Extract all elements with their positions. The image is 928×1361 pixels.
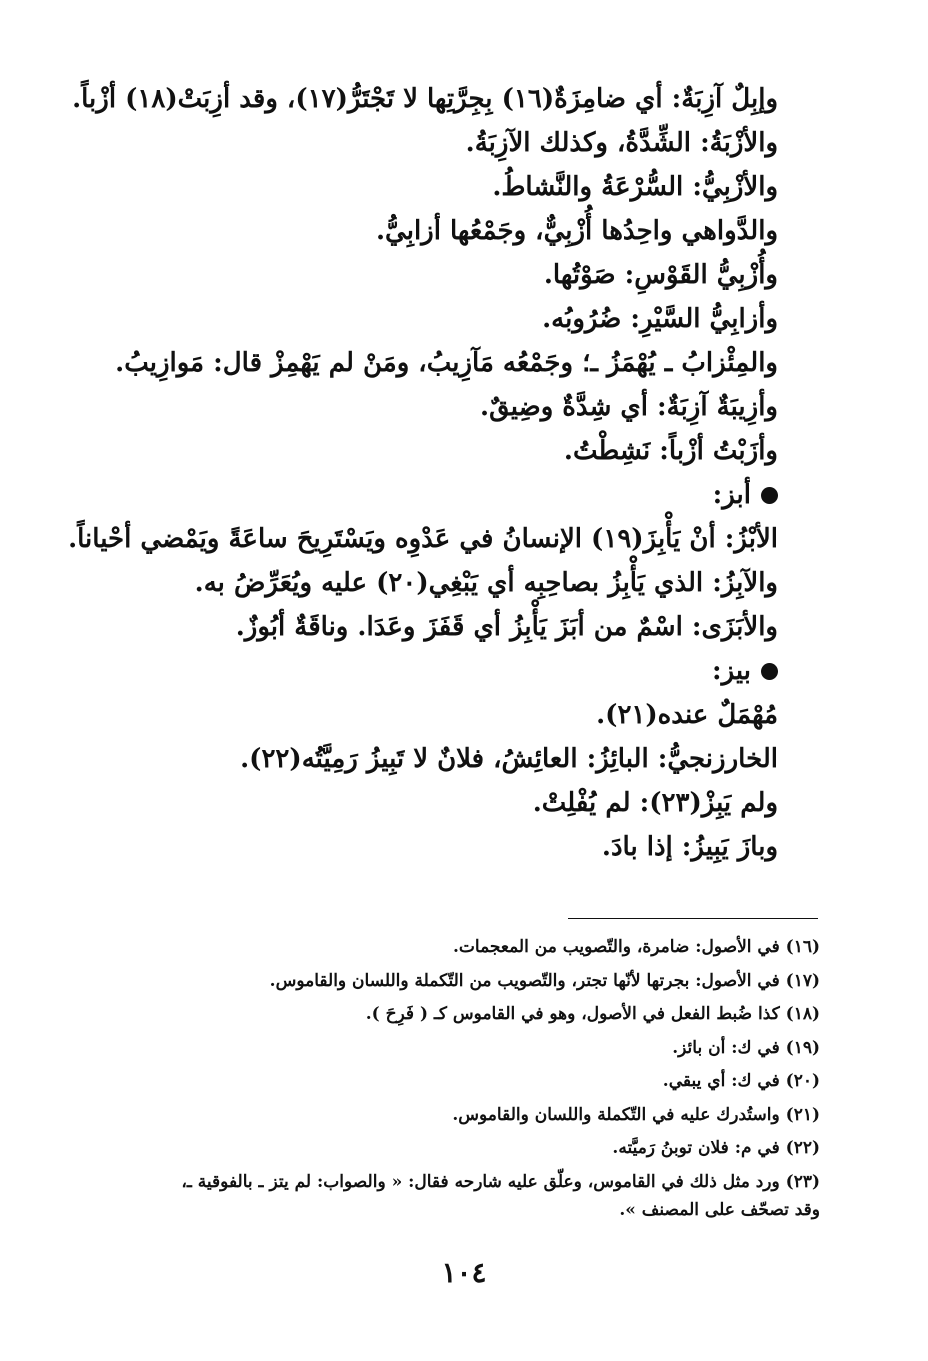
- footnote: (٢٣) ورد مثل ذلك في القاموس، وعلّق عليه شارحه فقال: « والصواب: لم يتز ـ بالفوقية ـ،: [181, 1171, 820, 1192]
- footnote: (٢١) واستُدرك عليه في التّكملة واللسان والقاموس.: [452, 1104, 820, 1125]
- text-line: الخارزنجيُّ: البائِزُ: العائِشُ، فلانٌ لا تَبِيزُ رَمِيَّتُه(٢٢).: [240, 744, 778, 774]
- entry-heading-label: بيز:: [711, 656, 751, 686]
- footnote: (٢٢) في م: فلان توبنُ رَميَّته.: [612, 1138, 820, 1158]
- text-line: والأزْبِيُّ: السُّرْعَةُ والنَّشاطُ.: [492, 172, 778, 202]
- footnote: (١٨) كذا ضُبط الفعل في الأصول، وهو في القاموس كـ ( فَرِحَ ).: [365, 1004, 820, 1024]
- text-line: وبازَ يَبِيزُ: إذا بادَ.: [601, 832, 778, 862]
- text-line: والآبِزُ: الذي يَأْبِزُ بصاحِبِه أي يَبْغِي(٢٠) عليه ويُعَرِّضُ به.: [194, 568, 778, 598]
- text-line: وأزِيبَةٌ آزِبَةٌ: أي شِدَّةٌ وضِيقٌ.: [480, 392, 778, 422]
- entry-heading-label: أبز:: [712, 480, 751, 510]
- entry-text: [68, 84, 778, 876]
- text-line: وأُزْبِيُّ القَوْسِ: صَوْتُها.: [543, 260, 778, 290]
- entry-heading-byz: [120, 656, 778, 686]
- text-line: وأزَبْتُ أزْباً: نَشِطْتُ.: [563, 436, 778, 466]
- text-line: والأبَزَى: اسْمٌ من أبَزَ يَأْبِزُ أي قَفَزَ وعَدَا. وناقَةٌ أبُوزٌ.: [235, 612, 778, 642]
- text-line: والأزْبَةُ: الشِّدَّةُ، وكذلك الآزِبَةُ.: [465, 128, 778, 158]
- footnotes: [100, 936, 820, 1232]
- text-line: مُهْمَلٌ عنده(٢١).: [596, 700, 778, 730]
- text-line: وأزابِيُّ السَّيْرِ: ضُرُوبُه.: [542, 304, 778, 334]
- text-line: والدَّواهي واحِدُها أُزْبِيٌّ، وجَمْعُها أزابِيُّ.: [376, 216, 778, 246]
- page-number: ١٠٤: [441, 1256, 487, 1289]
- footnote-continuation: وقد تصحّف على المصنف ».: [619, 1199, 820, 1220]
- footnote: (٢٠) في ك: أي يبقي.: [662, 1071, 820, 1091]
- text-line: والمِئْزابُ ـ يُهْمَزُ ـ؛ وجَمْعُه مَآزِيبُ، ومَنْ لم يَهْمِزْ قال: مَوازِيبُ.: [115, 348, 778, 378]
- bullet-icon: [761, 663, 778, 680]
- bullet-icon: [761, 487, 778, 504]
- entry-heading-abz: [120, 480, 778, 510]
- text-line: الأبْزُ: أنْ يَأْبِزَ(١٩) الإنسانُ في عَدْوِه ويَسْتَرِيحَ ساعَةً ويَمْضي أحْياناً.: [68, 524, 778, 554]
- footnote-divider: [568, 918, 818, 919]
- footnote: (١٧) في الأصول: بجرتها لأنّها تجتر، والتّصويب من التّكملة واللسان والقاموس.: [269, 970, 820, 991]
- footnote: (١٩) في ك: أن بائز.: [672, 1037, 820, 1058]
- text-line: ولم يَبِزْ(٢٣): لم يُفْلِتْ.: [532, 788, 778, 818]
- text-line: وإبِلٌ آزِبَةٌ: أي ضامِزَةٌ(١٦) بِجِرَّتِها لا تَجْتَرُّ(١٧)، وقد أزِبَتْ(١٨) أزْباً.: [72, 84, 778, 114]
- footnote: (١٦) في الأصول: ضامرة، والتّصويب من المعجمات.: [453, 937, 820, 957]
